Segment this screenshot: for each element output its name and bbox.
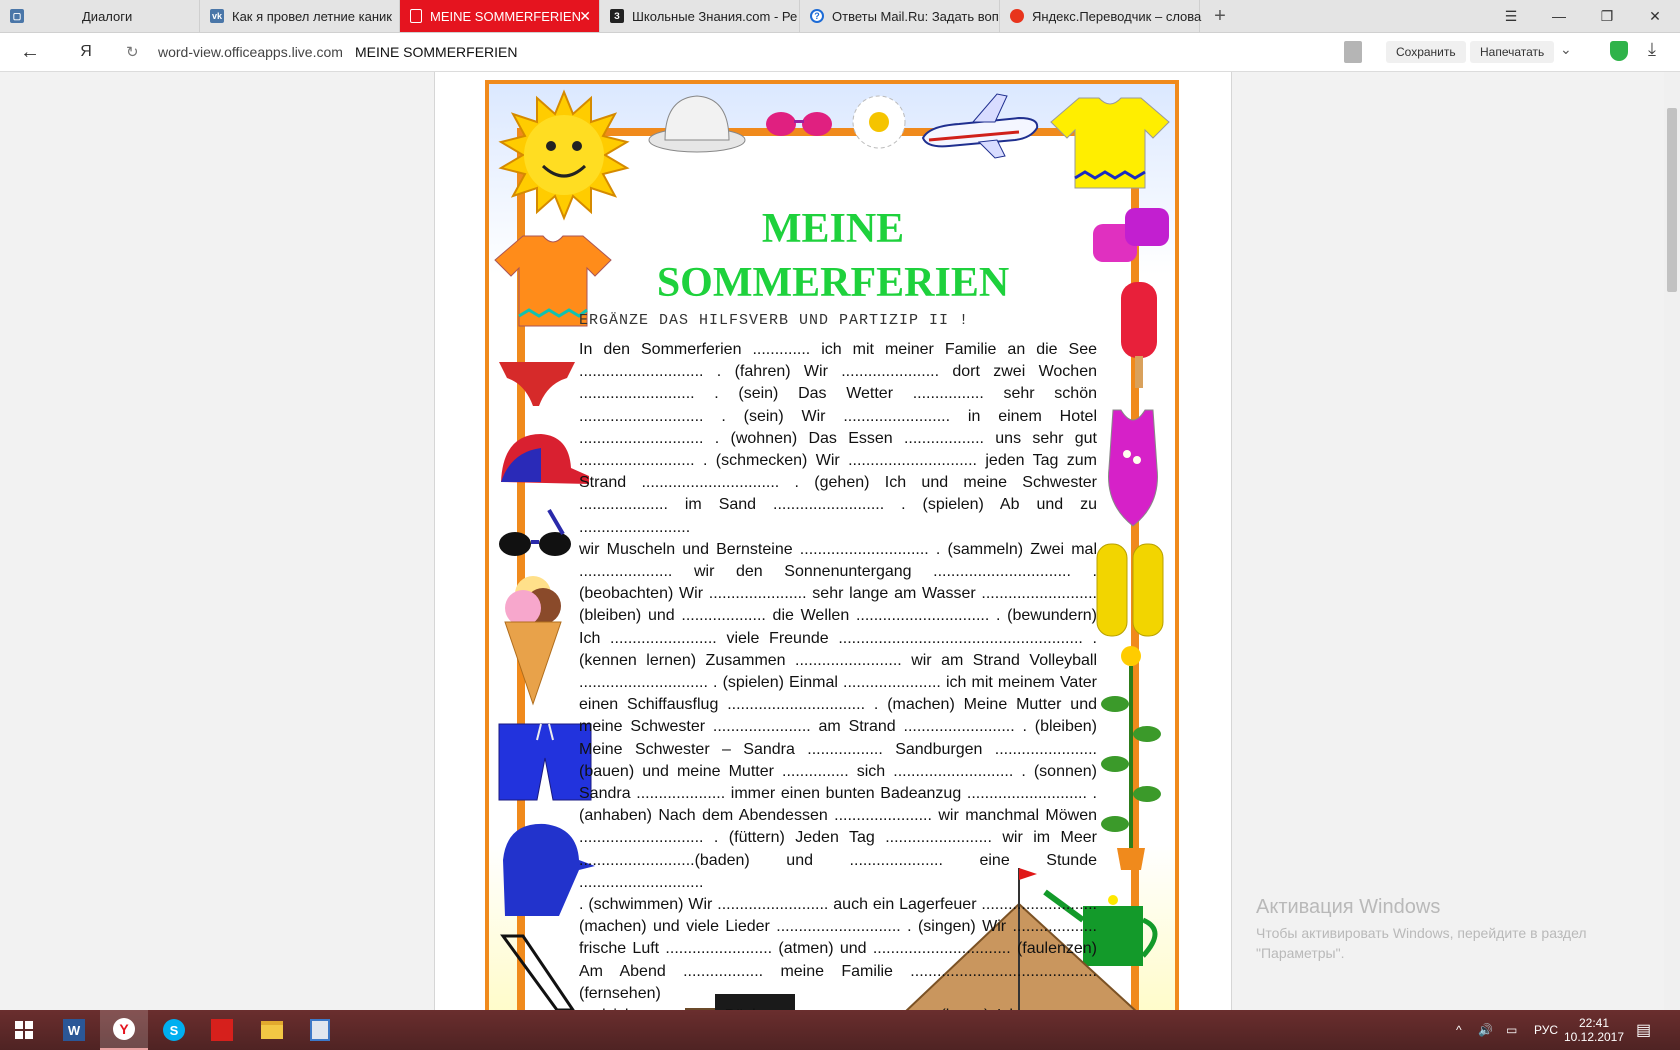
exercise-line: Strand ............................... . (gehen) Ich und meine Schwester	[579, 474, 1097, 492]
tab-bar	[0, 0, 1680, 33]
volume-icon[interactable]: 🔊	[1478, 1023, 1493, 1037]
print-button[interactable]: Напечатать	[1470, 41, 1554, 63]
exercise-line: ............................ . (sein) Wir ........................ in einem Hotel	[579, 407, 1097, 425]
exercise-line: .......................... . (schmecken) Wir ............................. jeden Tag zum	[579, 452, 1097, 470]
exercise-line: einen Schiffausflug ............................... . (machen) Meine Mutter und	[579, 696, 1097, 714]
clock[interactable]	[1563, 1010, 1625, 1050]
tab-yandex-translate[interactable]	[1000, 0, 1200, 32]
tab-vk[interactable]	[200, 0, 400, 32]
exercise-line: ............................ . (wohnen) Das Essen .................. uns sehr gut	[579, 429, 1097, 447]
address-bar	[0, 33, 1680, 72]
swim-briefs-icon	[497, 358, 577, 410]
sunflower-plant-icon	[1101, 644, 1163, 872]
yandex-browser-icon: Y	[113, 1018, 135, 1040]
activation-line-1: Чтобы активировать Windows, перейдите в раздел	[1256, 925, 1587, 941]
exercise-line: (bleiben) und ................... die Wellen .............................. . (bewundern)	[579, 607, 1097, 625]
windows-start-icon	[15, 1021, 33, 1039]
tab-label: MEINE SOMMERFERIEN	[430, 8, 581, 24]
protect-shield-icon[interactable]	[1610, 41, 1628, 61]
url-host: word-view.officeapps.live.com	[158, 44, 343, 60]
document-page	[434, 72, 1232, 1032]
refresh-icon[interactable]: ↻	[126, 44, 139, 61]
exercise-line: . (schwimmen) Wir ......................... auch ein Lagerfeuer ..........................	[579, 896, 1097, 914]
question-icon: ?	[810, 9, 824, 23]
exercise-line: Sandra .................... immer einen bunten Badeanzug ........................... .	[579, 785, 1097, 803]
activation-title: Активация Windows	[1256, 896, 1441, 918]
exercise-line: ..........................(baden) und ..................... eine Stunde ............................	[579, 851, 1097, 891]
exercise-line: .......................... . (sein) Das Wetter ................ sehr schön	[579, 385, 1097, 403]
restore-button[interactable]: ❐	[1600, 7, 1614, 24]
windows-activation-watermark	[1256, 896, 1587, 963]
new-tab-button[interactable]: +	[1214, 4, 1226, 27]
save-button[interactable]: Сохранить	[1386, 41, 1466, 63]
lawnmower-icon	[497, 932, 577, 1012]
skype-taskbar-button[interactable]	[150, 1010, 198, 1050]
app-icon	[310, 1019, 330, 1041]
exercise-line: (beobachten) Wir ...................... sehr lange am Wasser ..........................	[579, 585, 1097, 603]
start-button[interactable]	[0, 1010, 48, 1050]
language-indicator[interactable]: РУС	[1534, 1023, 1559, 1037]
tab-label: Как я провел летние каник	[232, 8, 392, 24]
tab-dialogs[interactable]	[0, 0, 200, 32]
exercise-line: wir Muscheln und Bernsteine ............................. . (sammeln) Zwei mal	[579, 540, 1097, 558]
lock-icon[interactable]	[1344, 41, 1362, 63]
clock-date: 10.12.2017	[1563, 1030, 1625, 1044]
ice-cream-icon	[499, 572, 565, 706]
exercise-line: (machen) und viele Lieder ............................ . (singen) Wir ...................	[579, 918, 1097, 936]
document-viewport[interactable]	[0, 72, 1664, 1010]
exercise-line: ............................. . (spielen) Einmal ...................... ich mit meinem Vater	[579, 674, 1097, 692]
chevron-down-icon[interactable]: ⌄	[1560, 41, 1572, 57]
show-hidden-icons[interactable]: ^	[1456, 1023, 1462, 1037]
exercise-line: meine Schwester ...................... am Strand ......................... . (bleiben)	[579, 718, 1097, 736]
action-center-icon[interactable]: ▤	[1636, 1022, 1652, 1039]
translate-icon	[1010, 9, 1024, 23]
exercise-line: (kennen lernen) Zusammen ........................ wir am Strand Volleyball	[579, 651, 1097, 669]
file-explorer-icon	[261, 1021, 283, 1039]
red-cap-icon	[497, 428, 591, 492]
yandex-browser-taskbar-button[interactable]	[100, 1010, 148, 1050]
exercise-line: Meine Schwester – Sandra ................. Sandburgen .......................	[579, 740, 1097, 758]
tab-label: Школьные Знания.com - Ре	[632, 8, 798, 24]
back-button[interactable]: ←	[20, 40, 40, 63]
znanija-icon: З	[610, 9, 624, 23]
taskbar	[0, 1010, 1680, 1050]
exercise-line: ............................ . (füttern) Jeden Tag ........................ wir im Meer	[579, 829, 1097, 847]
sunglasses-icon	[763, 100, 835, 140]
menu-icon[interactable]: ☰	[1504, 7, 1518, 24]
acrobat-taskbar-button[interactable]	[198, 1010, 246, 1050]
exercise-line: (anhaben) Nach dem Abendessen ...................... wir manchmal Möwen	[579, 807, 1097, 825]
flip-flops-icon	[1095, 540, 1165, 640]
daisy-icon	[849, 92, 909, 152]
word-taskbar-button[interactable]	[50, 1010, 98, 1050]
tab-meine-sommerferien[interactable]	[400, 0, 600, 32]
dark-sunglasses-icon	[497, 504, 573, 560]
exercise-text	[579, 339, 1097, 1050]
exercise-line: Ich ........................ viele Freunde ....................................................... .	[579, 629, 1097, 647]
exercise-line: In den Sommerferien ............. ich mit meiner Familie an die See	[579, 341, 1097, 358]
scrollbar-thumb[interactable]	[1667, 108, 1677, 292]
page-title	[435, 202, 1231, 310]
chat-icon: ▢	[10, 9, 24, 23]
tab-label: Яндекс.Переводчик – слова	[1032, 8, 1202, 24]
airplane-icon	[919, 92, 1043, 160]
acrobat-icon	[211, 1019, 233, 1041]
document-icon	[410, 9, 422, 23]
vk-icon: vk	[211, 11, 222, 21]
title-line-2: SOMMERFERIEN	[656, 260, 1010, 306]
tab-znanija[interactable]	[600, 0, 800, 32]
tab-label: Диалоги	[82, 8, 133, 24]
exercise-line: (bauen) und meine Mutter ............... sich ........................... . (sonnen)	[579, 762, 1097, 780]
title-line-1: MEINE	[761, 206, 905, 252]
file-explorer-taskbar-button[interactable]	[248, 1010, 296, 1050]
activation-line-2: "Параметры".	[1256, 945, 1345, 961]
clock-time: 22:41	[1578, 1016, 1610, 1030]
skype-icon: S	[163, 1019, 185, 1041]
tab-otvety-mail[interactable]	[800, 0, 1000, 32]
hat-icon	[647, 90, 747, 154]
exercise-instruction: ERGÄNZE DAS HILFSVERB UND PARTIZIP II !	[579, 312, 970, 329]
exercise-line: ............................ . (fahren) Wir ...................... dort zwei Wochen	[579, 363, 1097, 381]
minimize-button[interactable]: —	[1552, 8, 1566, 24]
exercise-line: frische Luft ........................ (atmen) und ............................... (faulenzen)	[579, 940, 1097, 958]
sun-icon	[499, 90, 629, 220]
exercise-line: Am Abend .................. meine Familie .......................................... (fernsehen)	[579, 962, 1097, 1002]
swimsuit-icon	[1103, 408, 1163, 528]
exercise-line: .................... im Sand ......................... . (spielen) Ab und zu .........................	[579, 496, 1097, 536]
yellow-tshirt-icon	[1049, 94, 1171, 190]
exercise-line: ..................... wir den Sonnenuntergang ............................... .	[579, 563, 1097, 581]
word-icon: W	[63, 1019, 85, 1041]
close-window-button[interactable]: ✕	[1649, 7, 1661, 24]
yandex-logo[interactable]: Я	[80, 43, 92, 60]
app-taskbar-button[interactable]	[296, 1010, 344, 1050]
download-icon[interactable]: ⤓	[1648, 39, 1656, 59]
close-tab-icon[interactable]: ✕	[579, 7, 591, 24]
network-icon[interactable]: ▭	[1506, 1023, 1518, 1037]
url-page-title: MEINE SOMMERFERIEN	[354, 44, 518, 60]
tab-label: Ответы Mail.Ru: Задать воп	[832, 8, 999, 24]
